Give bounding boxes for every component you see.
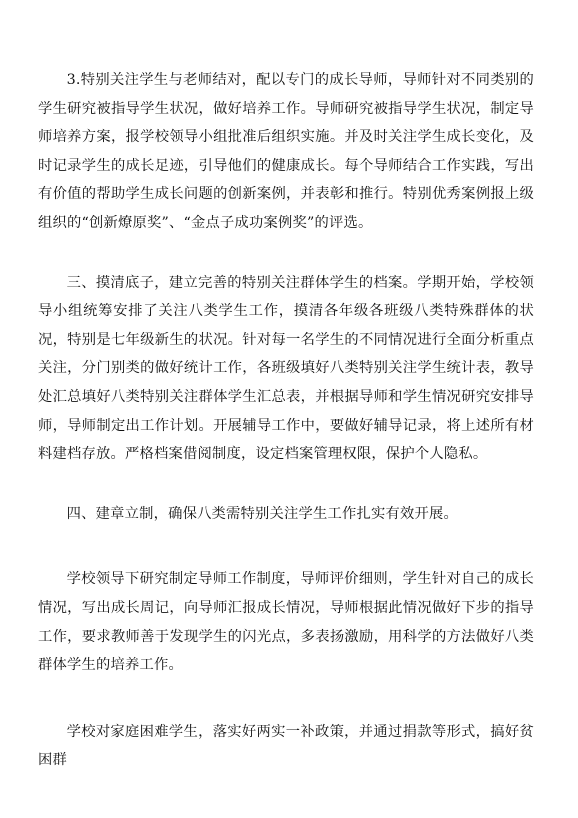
paragraph-section-three-archives: 三、摸清底子，建立完善的特别关注群体学生的档案。学期开始，学校领导小组统筹安排了关注八类学生工作，摸清各年级各班级八类特殊群体的状况，特别是七年级新生的状况。针对每一名学生的不同情况进行全面分析重点关注，分门别类的做好统计工作，各班级填好八类特别关注学生统计表，教导处汇总填好八类特别关注群体学生汇总表，并根据导师和学生情况研究安排导师，导师制定出工作计划。开展辅导工作中，要做好辅导记录，将上述所有材料建档存放。严格档案借阅制度，设定档案管理权限，保护个人隐私。	[38, 274, 534, 463]
paragraph-mentor-pairing: 3.特别关注学生与老师结对，配以专门的成长导师，导师针对不同类别的学生研究被指导学生状况，做好培养工作。导师研究被指导学生状况，制定导师培养方案，报学校领导小组批准后组织实施。并及时关注学生成长变化，及时记录学生的成长足迹，引导他们的健康成长。每个导师结合工作实践，写出有价值的帮助学生成长问题的创新案例，并表彰和推行。特别优秀案例报上级组织的“创新燎原奖”、“金点子成功案例奖”的评选。	[38, 72, 534, 231]
paragraph-mentor-system: 学校领导下研究制定导师工作制度，导师评价细则，学生针对自己的成长情况，写出成长周记，向导师汇报成长情况，导师根据此情况做好下步的指导工作，要求教师善于发现学生的闪光点，多表扬激励，用科学的方法做好八类群体学生的培养工作。	[38, 571, 534, 674]
paragraph-poverty-support: 学校对家庭困难学生，落实好两实一补政策，并通过捐款等形式，搞好贫困群	[38, 723, 534, 769]
paragraph-section-four-heading: 四、建章立制，确保八类需特别关注学生工作扎实有效开展。	[66, 505, 459, 522]
